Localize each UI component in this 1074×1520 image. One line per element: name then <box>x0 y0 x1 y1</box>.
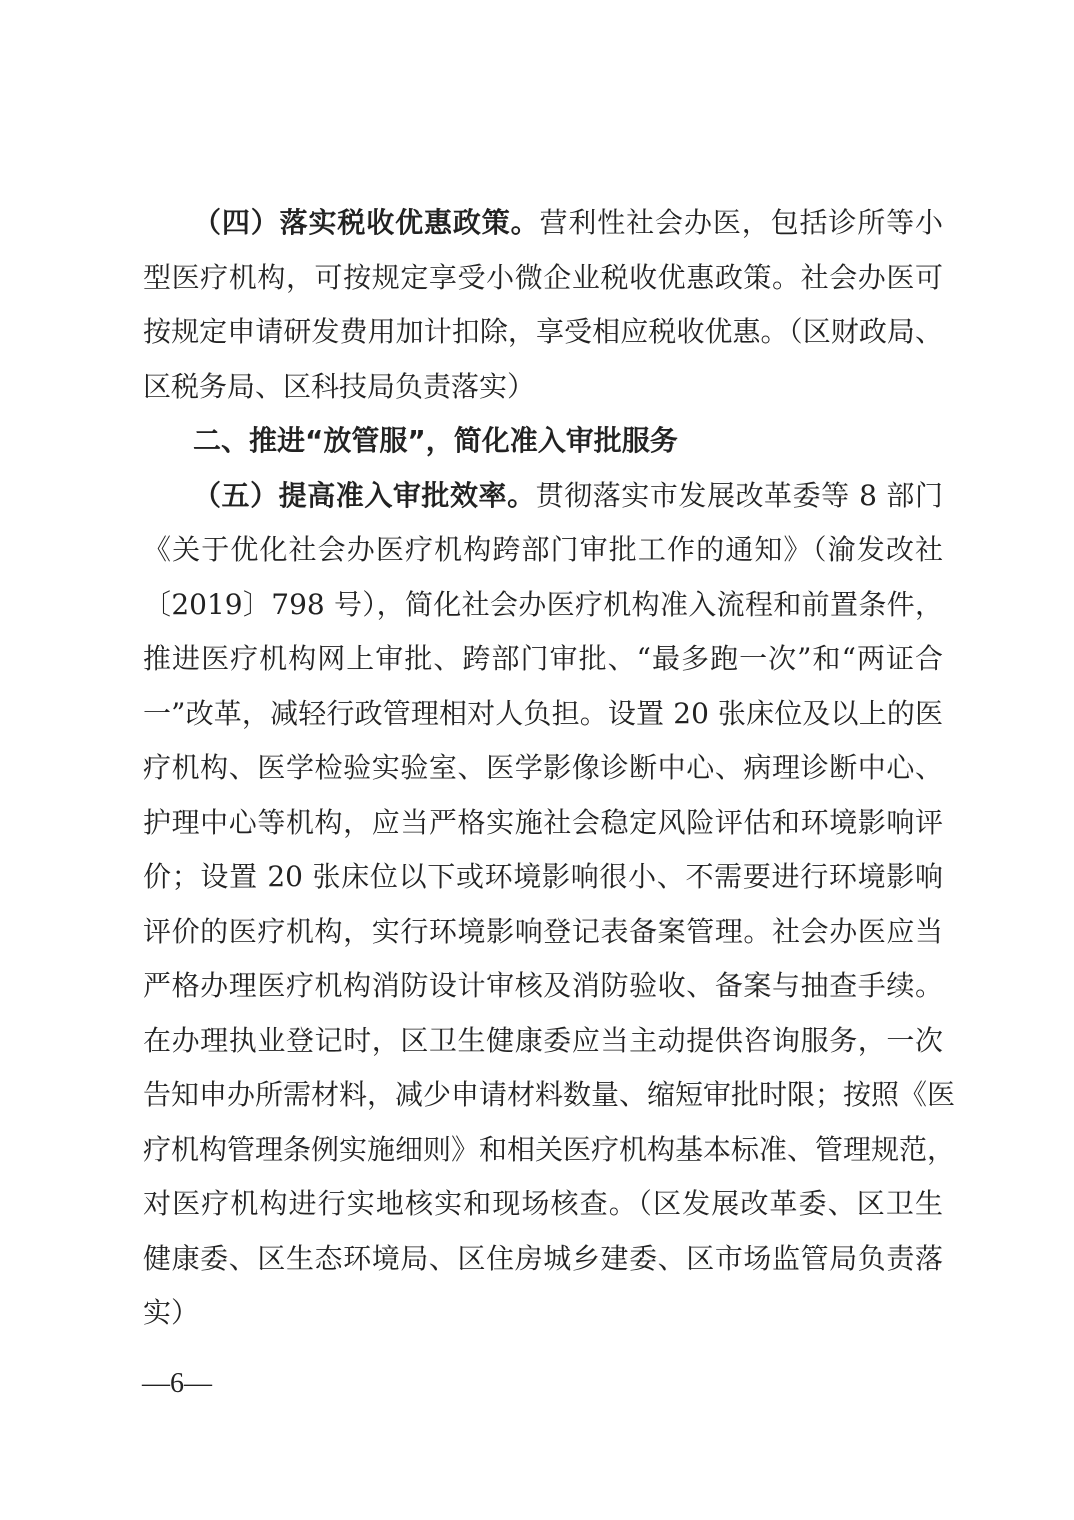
page-number: —6— <box>142 1368 212 1399</box>
paragraph-5-line-10: 严格办理医疗机构消防设计审核及消防验收、备案与抽查手续。 <box>143 969 943 1002</box>
paragraph-5-line-16: 实） <box>143 1296 200 1329</box>
paragraph-5-term: （五）提高准入审批效率。 <box>193 478 536 512</box>
paragraph-5-line-13: 疗机构管理条例实施细则》和相关医疗机构基本标准、管理规范， <box>143 1132 956 1166</box>
paragraph-5-line-6: 疗机构、医学检验实验室、医学影像诊断中心、病理诊断中心、 <box>143 751 943 784</box>
paragraph-5-line-1 <box>143 469 943 524</box>
paragraph-4-term: （四）落实税收优惠政策。 <box>193 206 540 239</box>
paragraph-4-line-1 <box>143 196 943 251</box>
section-2-heading: 二、推进“放管服”，简化准入审批服务 <box>193 424 678 457</box>
paragraph-5-line-4: 推进医疗机构网上审批、跨部门审批、“最多跑一次”和“两证合 <box>143 642 943 675</box>
paragraph-5-line-7: 护理中心等机构，应当严格实施社会稳定风险评估和环境影响评 <box>143 805 943 839</box>
paragraph-4-text: 营利性社会办医，包括诊所等小 <box>539 206 943 239</box>
paragraph-5-line-8: 价；设置 20 张床位以下或环境影响很小、不需要进行环境影响 <box>143 860 943 893</box>
paragraph-5-text: 贯彻落实市发展改革委等 8 部门 <box>535 478 943 512</box>
paragraph-5-line-9: 评价的医疗机构，实行环境影响登记表备案管理。社会办医应当 <box>143 914 943 948</box>
paragraph-4-line-2: 型医疗机构，可按规定享受小微企业税收优惠政策。社会办医可 <box>143 260 943 294</box>
paragraph-5-line-3: 〔2019〕798 号），简化社会办医疗机构准入流程和前置条件， <box>143 587 943 621</box>
paragraph-5-line-14: 对医疗机构进行实地核实和现场核查。（区发展改革委、区卫生 <box>143 1187 943 1220</box>
paragraph-5-line-2: 《关于优化社会办医疗机构跨部门审批工作的通知》（渝发改社 <box>143 533 943 566</box>
paragraph-4-line-4: 区税务局、区科技局负责落实） <box>143 369 536 403</box>
paragraph-5-line-5: 一”改革，减轻行政管理相对人负担。设置 20 张床位及以上的医 <box>143 696 943 730</box>
paragraph-5-line-11: 在办理执业登记时，区卫生健康委应当主动提供咨询服务，一次 <box>143 1023 943 1057</box>
paragraph-5-line-15: 健康委、区生态环境局、区住房城乡建委、区市场监管局负责落 <box>143 1241 943 1275</box>
paragraph-4-line-3: 按规定申请研发费用加计扣除，享受相应税收优惠。（区财政局、 <box>143 315 943 348</box>
document-body <box>143 196 956 1341</box>
paragraph-5-line-12: 告知申办所需材料，减少申请材料数量、缩短审批时限；按照《医 <box>143 1078 956 1111</box>
